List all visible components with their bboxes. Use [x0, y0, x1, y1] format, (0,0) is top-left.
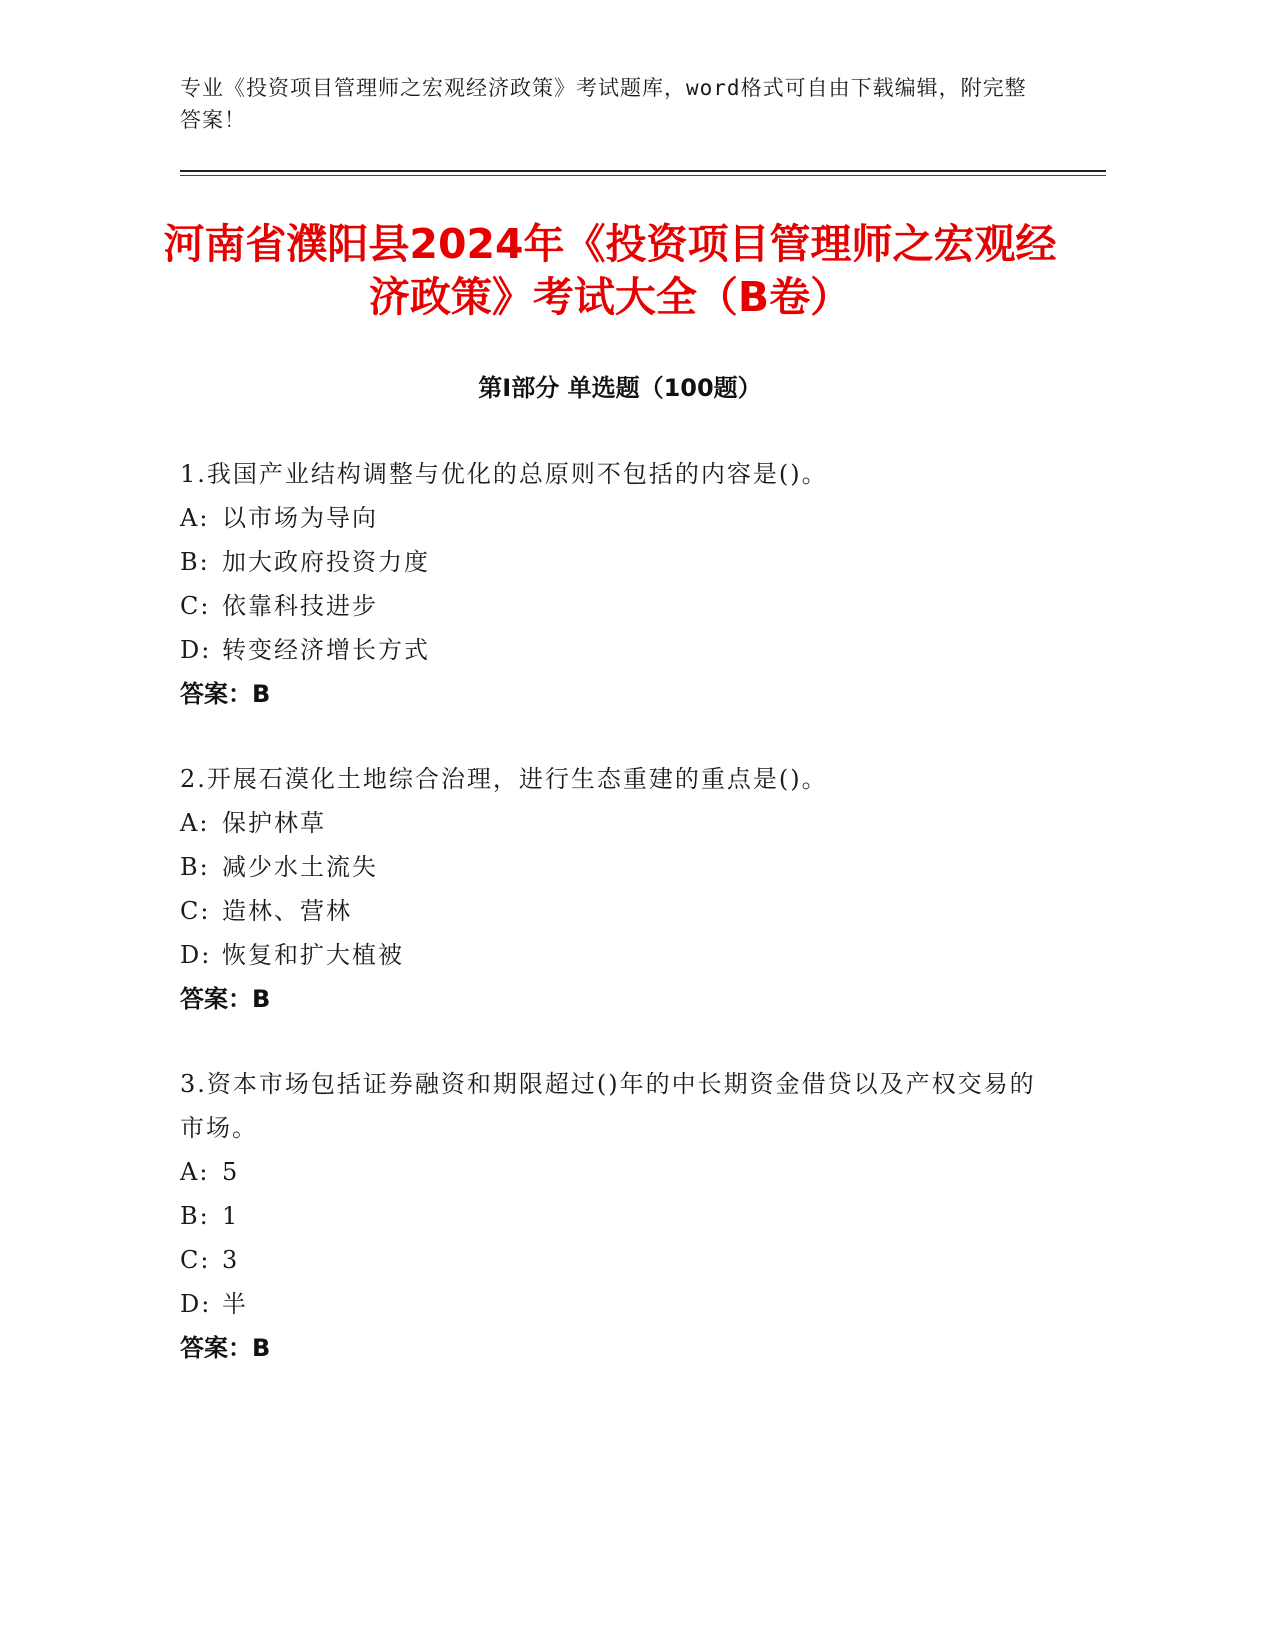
- option-text: 3: [222, 1246, 240, 1274]
- option-text: 造林、营林: [222, 897, 352, 925]
- option-letter: B:: [180, 548, 210, 576]
- option-letter: B:: [180, 1202, 210, 1230]
- option-c: [180, 889, 1040, 933]
- option-letter: A:: [180, 504, 210, 532]
- option-a: [180, 496, 1040, 540]
- option-c: [180, 1238, 1040, 1282]
- option-text: 减少水土流失: [222, 853, 378, 881]
- option-text: 保护林草: [222, 809, 326, 837]
- option-letter: B:: [180, 853, 210, 881]
- option-d: [180, 628, 1040, 672]
- option-letter: D:: [180, 941, 212, 969]
- option-text: 以市场为导向: [222, 504, 378, 532]
- option-text: 5: [222, 1158, 240, 1186]
- option-text: 半: [222, 1290, 248, 1318]
- document-title: 河南省濮阳县2024年《投资项目管理师之宏观经济政策》考试大全（B卷）: [163, 220, 1057, 321]
- answer-label: 答案：B: [180, 680, 271, 708]
- option-letter: D:: [180, 636, 212, 664]
- option-b: [180, 845, 1040, 889]
- option-text: 恢复和扩大植被: [222, 941, 404, 969]
- option-b: [180, 1194, 1040, 1238]
- question-stem: 1.我国产业结构调整与优化的总原则不包括的内容是()。: [180, 460, 828, 488]
- question-3: [180, 1062, 1040, 1370]
- question-2: [180, 757, 1040, 1021]
- question-stem: 2.开展石漠化土地综合治理，进行生态重建的重点是()。: [180, 765, 828, 793]
- answer-label: 答案：B: [180, 1334, 271, 1362]
- option-text: 加大政府投资力度: [222, 548, 430, 576]
- option-text: 1: [222, 1202, 240, 1230]
- question-1: [180, 452, 1040, 716]
- option-a: [180, 801, 1040, 845]
- header-divider: [180, 170, 1106, 172]
- question-stem: 3.资本市场包括证券融资和期限超过()年的中长期资金借贷以及产权交易的市场。: [180, 1070, 1036, 1142]
- option-b: [180, 540, 1040, 584]
- option-letter: C:: [180, 592, 211, 620]
- answer-label: 答案：B: [180, 985, 271, 1013]
- option-text: 转变经济增长方式: [222, 636, 430, 664]
- option-letter: C:: [180, 1246, 211, 1274]
- header-note: 专业《投资项目管理师之宏观经济政策》考试题库，word格式可自由下载编辑，附完整答案！: [180, 76, 1027, 132]
- option-letter: A:: [180, 1158, 210, 1186]
- option-text: 依靠科技进步: [222, 592, 378, 620]
- option-letter: C:: [180, 897, 211, 925]
- option-letter: A:: [180, 809, 210, 837]
- header-divider-thin: [180, 175, 1106, 176]
- option-d: [180, 1282, 1040, 1326]
- option-d: [180, 933, 1040, 977]
- option-c: [180, 584, 1040, 628]
- option-a: [180, 1150, 1040, 1194]
- section-title: 第Ⅰ部分 单选题（100题）: [478, 374, 762, 402]
- option-letter: D:: [180, 1290, 212, 1318]
